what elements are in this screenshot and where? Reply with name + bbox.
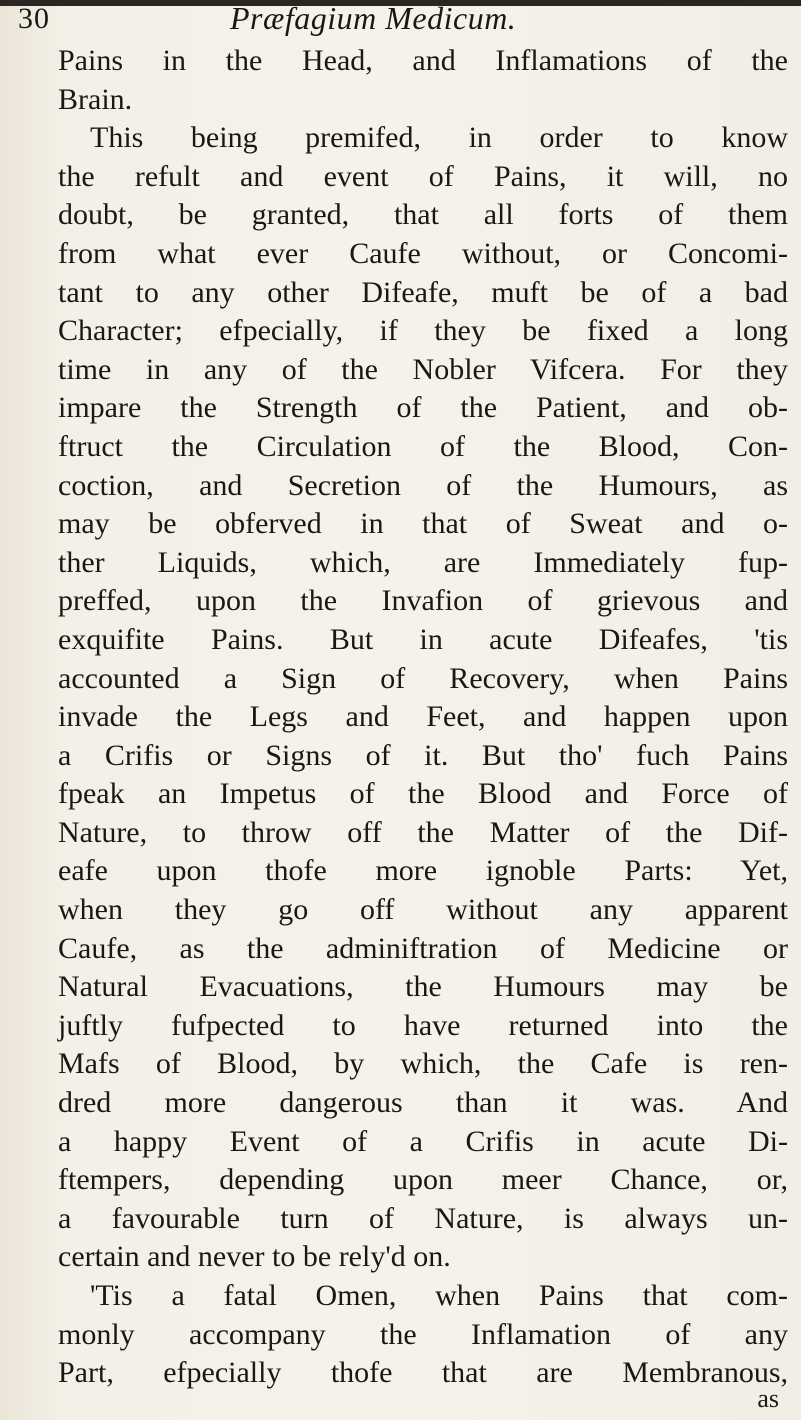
text-line: accounted a Sign of Recovery, when Pains — [58, 661, 788, 695]
text-line: juftly fufpected to have returned into the — [58, 1008, 788, 1042]
text-line: Nature, to throw off the Matter of the Dif- — [58, 815, 788, 849]
text-line: preffed, upon the Invafion of grievous and — [58, 584, 788, 618]
text-line: when they go off without any apparent — [58, 893, 788, 927]
text-line: from what ever Caufe without, or Concomi- — [58, 236, 788, 270]
text-line: Mafs of Blood, by which, the Cafe is ren- — [58, 1047, 788, 1081]
text-line: dred more dangerous than it was. And — [58, 1086, 788, 1120]
text-line: a happy Event of a Crifis in acute Di- — [58, 1124, 788, 1158]
text-line: may be obferved in that of Sweat and o- — [58, 507, 788, 541]
text-line: 'Tis a fatal Omen, when Pains that com- — [90, 1279, 788, 1312]
text-line: exquifite Pains. But in acute Difeafes, 'tis — [58, 622, 788, 656]
text-line: the refult and event of Pains, it will, no — [58, 159, 788, 193]
text-line: doubt, be granted, that all forts of them — [58, 198, 788, 232]
text-line: eafe upon thofe more ignoble Parts: Yet, — [58, 854, 788, 888]
text-line: This being premifed, in order to know — [90, 121, 788, 155]
text-line: ther Liquids, which, are Immediately fup- — [58, 545, 788, 579]
text-line: certain and never to be rely'd on. — [58, 1240, 451, 1274]
text-line: Pains in the Head, and Inflamations of the — [58, 44, 788, 77]
page-number: 30 — [18, 2, 50, 35]
text-line: Caufe, as the adminiftration of Medicine or — [58, 931, 788, 965]
text-line: tant to any other Difeafe, muft be of a bad — [58, 275, 788, 309]
page-header — [0, 0, 801, 40]
text-line: a Crifis or Signs of it. But tho' fuch Pains — [58, 738, 788, 772]
text-line: fpeak an Impetus of the Blood and Force of — [58, 777, 788, 811]
text-line: Natural Evacuations, the Humours may be — [58, 970, 788, 1004]
text-line: invade the Legs and Feet, and happen upon — [58, 700, 788, 734]
text-line: Character; efpecially, if they be fixed a long — [58, 314, 788, 348]
text-line: Part, efpecially thofe that are Membranous, — [58, 1356, 788, 1390]
catchword: as — [757, 1384, 779, 1413]
body-text — [58, 42, 788, 1393]
text-line: monly accompany the Inflamation of any — [58, 1317, 788, 1351]
text-line: ftruct the Circulation of the Blood, Con- — [58, 429, 788, 463]
text-line: coction, and Secretion of the Humours, as — [58, 468, 788, 502]
text-line: impare the Strength of the Patient, and ob- — [58, 391, 788, 425]
text-line: time in any of the Nobler Vifcera. For they — [58, 352, 788, 386]
text-line: Brain. — [58, 82, 133, 116]
text-line: a favourable turn of Nature, is always un- — [58, 1201, 788, 1235]
running-head: Præfagium Medicum. — [230, 0, 517, 36]
text-line: ftempers, depending upon meer Chance, or, — [58, 1163, 788, 1197]
